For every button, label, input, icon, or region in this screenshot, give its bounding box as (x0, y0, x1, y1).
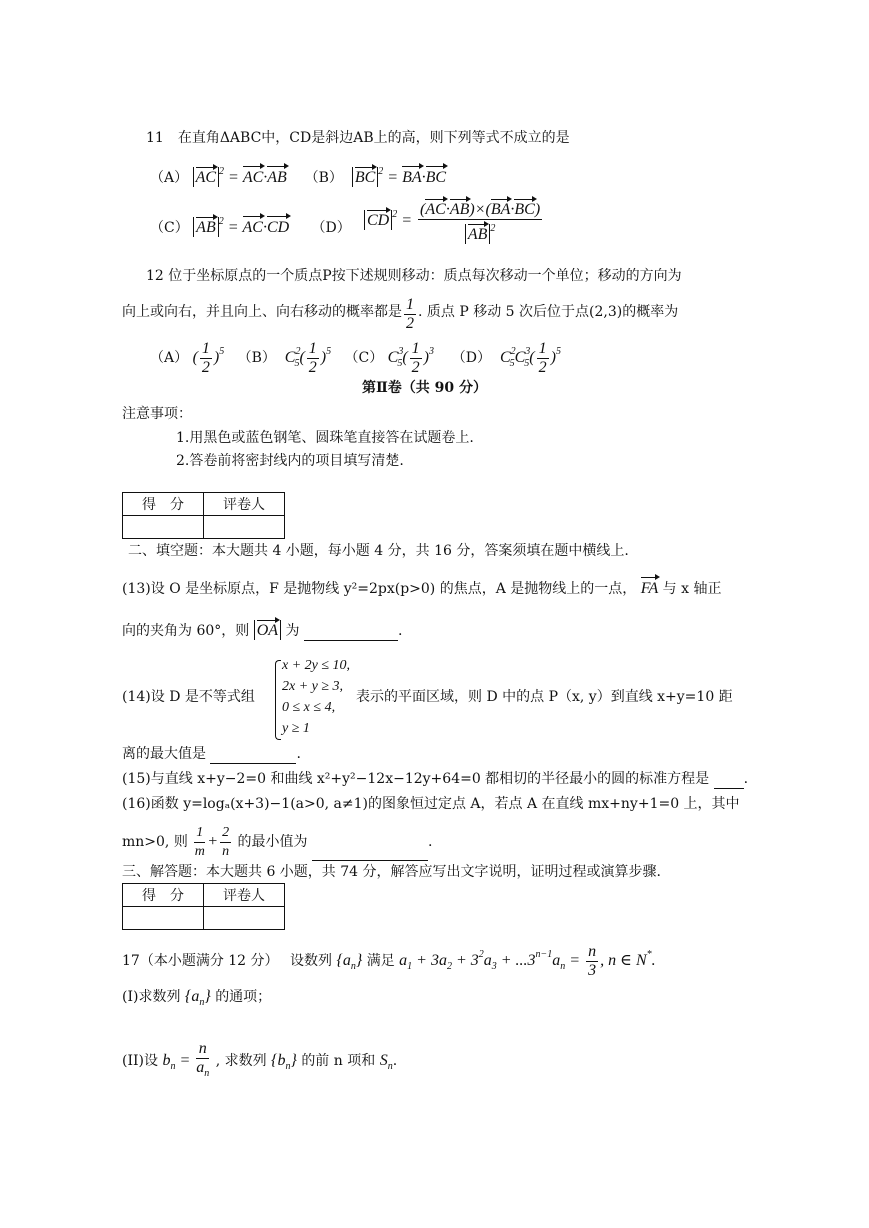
q12-line2-text: 向上或向右，并且向上、向右移动的概率都是 (122, 304, 402, 320)
section2-title: 二、填空题：本大题共 4 小题，每小题 4 分，共 16 分，答案须填在题中横线上. (128, 543, 629, 559)
q11-option-b-label: （B） (304, 170, 343, 186)
q17-text: 17（本小题满分 12 分） 设数列 (122, 953, 332, 970)
q15-answer-blank[interactable] (714, 772, 744, 789)
q11-options-cd: （C） AB $^2$ = AC·CD （D） (150, 216, 351, 236)
q12-option-d-label: （D） (451, 350, 492, 367)
q13-line1: (13)设 O 是坐标原点，F 是抛物线 y²=2px(p>0) 的焦点，A 是抛物线上的一点， FA 与 x 轴正 (122, 577, 721, 599)
grader-header: 评卷人 (204, 884, 285, 907)
score-table-2 (122, 883, 285, 930)
q14-line1: (14)设 D 是不等式组 (122, 689, 255, 705)
q14-ineq-4: y ≥ 1 (282, 721, 310, 736)
q14-ineq-1: x + 2y ≤ 10, (282, 658, 351, 673)
q13-text: (13)设 O 是坐标原点，F 是抛物线 y²=2px(p>0) 的焦点，A 是抛物线上的一点， (122, 581, 637, 597)
note-1: 1.用黑色或蓝色钢笔、圆珠笔直接答在试题卷上. (176, 430, 474, 446)
q14-answer-blank[interactable] (210, 747, 296, 764)
q17-part2-text-3: 的前 n 项和 (301, 1053, 376, 1070)
q16-line1: (16)函数 y=logₐ(x+3)−1(a>0, a≠1)的图象恒过定点 A，若点 A 在直线 mx+ny+1=0 上，其中 (122, 796, 740, 812)
grader-cell[interactable] (204, 907, 285, 930)
score-header: 得 分 (123, 493, 204, 516)
q14-text-3: 离的最大值是 (122, 746, 206, 762)
q11-options-ab: （A） AC $^2$ = AC·AB （B） BC $^2$ = BA·BC (150, 166, 447, 186)
q13-text-tail: 与 x 轴正 (662, 581, 722, 597)
q14-line3: 离的最大值是 . (122, 746, 301, 762)
grader-header: 评卷人 (204, 493, 285, 516)
q15-line: (15)与直线 x+y−2=0 和曲线 x²+y²−12x−12y+64=0 都相切的半径最小的圆的标准方程是 . (122, 771, 749, 787)
q12-line2: 向上或向右，并且向上、向右移动的概率都是 $\frac{1}{2}$ . 质点 P 移动 5 次后位于点(2,3)的概率为 (122, 296, 679, 332)
score-cell[interactable] (123, 907, 204, 930)
score-table-1 (122, 492, 285, 539)
q12-line1: 12 位于坐标原点的一个质点P按下述规则移动：质点每次移动一个单位；移动的方向为 (146, 268, 682, 284)
q17-line: 17（本小题满分 12 分） 设数列 $\{a_n\}$ 满足 $a_1 + 3a_2 + 3^2a_3 + ...3^{n-1}a_n$ = $\frac{n}{3}$ , n ∈ N*. (122, 943, 656, 979)
section3-title: 三、解答题：本大题共 6 小题，共 74 分，解答应写出文字说明，证明过程或演算步骤. (122, 864, 661, 880)
q16-text-3: 的最小值为 (237, 834, 308, 851)
q14-ineq-3: 0 ≤ x ≤ 4, (282, 700, 336, 715)
score-cell[interactable] (123, 516, 204, 539)
q17-part1: (I)求数列 $\{a_n\}$ 的通项； (122, 988, 272, 1008)
q12-line2-tail: . 质点 P 移动 5 次后位于点(2,3)的概率为 (418, 304, 679, 320)
q13-text-2: 向的夹角为 60°，则 (122, 623, 250, 639)
q13-answer-blank[interactable] (304, 624, 398, 641)
q16-text-2: mn>0, 则 (122, 834, 188, 851)
q11-option-c-label: （C） (150, 220, 189, 236)
grader-cell[interactable] (204, 516, 285, 539)
q14-line2: 表示的平面区域，则 D 中的点 P（x, y）到直线 x+y=10 距 (356, 689, 733, 705)
q16-answer-blank[interactable] (312, 844, 428, 861)
q17-part2-text-2: , 求数列 (215, 1053, 267, 1070)
q12-option-a-label: （A） (150, 350, 189, 367)
q14-ineq-2: 2x + y ≥ 3, (282, 679, 344, 694)
q16-line2: mn>0, 则 $\frac{1}{m}$ + $\frac{2}{n}$ 的最小值为 . (122, 825, 433, 859)
q12-option-b-label: （B） (237, 350, 276, 367)
q13-text-3: 为 (285, 623, 300, 639)
q11-option-d-label: （D） (311, 220, 351, 236)
q17-text-2: 满足 (366, 953, 395, 970)
notes-heading: 注意事项： (122, 406, 192, 422)
q12-options: （A） ( $\frac{1}{2}$ )$^5$ （B） $C^2_5$( $\frac{1}{2}$ )$^5$ （C） $C^3_5$( $\frac{1}{2}$ )$^3$ （D） $C^2_5C^3_5$( $\frac{1}{2}$ )$^5$ (150, 340, 561, 376)
score-header: 得 分 (123, 884, 204, 907)
q17-part1-text: (I)求数列 (122, 989, 181, 1005)
q11-option-a-label: （A） (150, 170, 189, 186)
q17-part1-tail: 的通项； (215, 989, 272, 1005)
q17-part2-text: (II)设 (122, 1053, 158, 1070)
q12-option-c-label: （C） (344, 350, 384, 367)
part2-title: 第Ⅱ卷（共 90 分） (362, 380, 488, 396)
q15-text: (15)与直线 x+y−2=0 和曲线 x²+y²−12x−12y+64=0 都相切的半径最小的圆的标准方程是 (122, 771, 710, 787)
q13-line2: 向的夹角为 60°，则 OA 为 . (122, 622, 403, 639)
q17-part2: (II)设 $b_n$ = $\frac{n}{a_n}$ , 求数列 $\{b_n\}$ 的前 n 项和 $S_n$. (122, 1040, 398, 1079)
q14-brace (275, 660, 281, 740)
note-2: 2.答卷前将密封线内的项目填写清楚. (176, 453, 404, 469)
q11-stem: 11 在直角ΔABC中，CD是斜边AB上的高，则下列等式不成立的是 (146, 130, 570, 146)
q11-option-d-formula: CD $^2$ = $\frac{(AC\cdot AB)\times(BA\cdot BC)}{AB ^2}$ (364, 198, 544, 244)
